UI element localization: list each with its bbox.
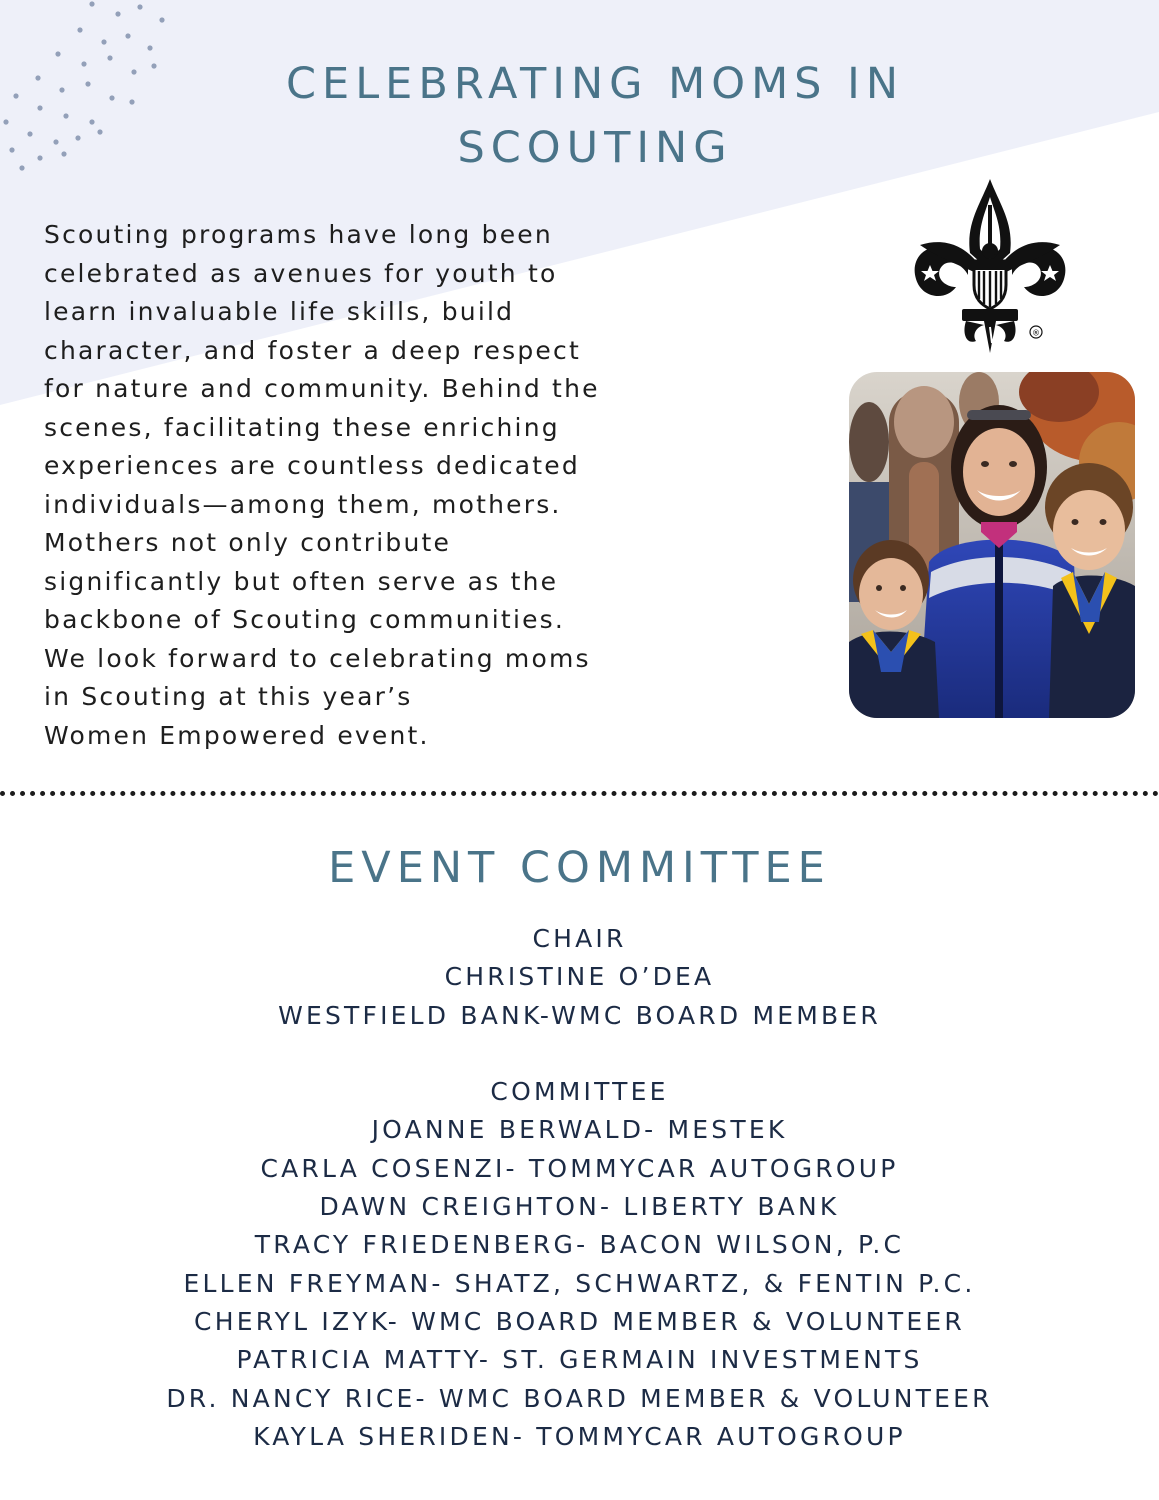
intro-line: learn invaluable life skills, build: [44, 297, 515, 326]
dotted-divider: [0, 791, 1159, 796]
intro-line: individuals—among them, mothers.: [44, 489, 562, 519]
committee-member: DAWN CREIGHTON- LIBERTY BANK: [319, 1192, 840, 1222]
intro-paragraph: [44, 216, 844, 755]
chair-name: CHRISTINE O’DEA: [444, 962, 715, 992]
spacer: [0, 1035, 1159, 1073]
intro-line: Mothers not only contribute: [44, 528, 452, 557]
intro-line: backbone of Scouting communities.: [44, 605, 566, 634]
committee-member: PATRICIA MATTY- ST. GERMAIN INVESTMENTS: [236, 1345, 923, 1375]
page-title-line-1: CELEBRATING MOMS IN: [286, 59, 904, 109]
mother-and-sons-photo: [849, 372, 1135, 718]
committee-member: DR. NANCY RICE- WMC BOARD MEMBER & VOLUNTEER: [166, 1383, 993, 1413]
registered-mark: ®: [1032, 328, 1040, 338]
committee-member: JOANNE BERWALD- MESTEK: [371, 1115, 788, 1145]
page-title: [150, 52, 1040, 180]
page-title-line-2: SCOUTING: [457, 123, 733, 173]
committee-list: [0, 920, 1159, 1456]
committee-member: CHERYL IZYK- WMC BOARD MEMBER & VOLUNTEER: [194, 1306, 965, 1336]
intro-line: scenes, facilitating these enriching: [44, 412, 560, 442]
committee-title: EVENT COMMITTEE: [328, 843, 831, 893]
intro-line: celebrated as avenues for youth to: [44, 258, 558, 288]
intro-line: significantly but often serve as the: [44, 566, 559, 596]
intro-line: in Scouting at this year’s: [44, 682, 413, 711]
chair-heading: CHAIR: [532, 924, 627, 953]
committee-member: KAYLA SHERIDEN- TOMMYCAR AUTOGROUP: [253, 1421, 906, 1451]
intro-line: experiences are countless dedicated: [44, 451, 580, 480]
intro-line: Women Empowered event.: [44, 720, 430, 750]
committee-member: CARLA COSENZI- TOMMYCAR AUTOGROUP: [260, 1153, 899, 1183]
intro-line: character, and foster a deep respect: [44, 335, 581, 365]
committee-member: ELLEN FREYMAN- SHATZ, SCHWARTZ, & FENTIN P.C.: [183, 1268, 976, 1298]
intro-line: for nature and community. Behind the: [44, 374, 600, 403]
fleur-de-lis-eagle-icon: [906, 175, 1076, 357]
intro-line: Scouting programs have long been: [44, 220, 553, 249]
members-heading: COMMITTEE: [490, 1077, 669, 1107]
intro-line: We look forward to celebrating moms: [44, 643, 591, 673]
chair-affiliation: WESTFIELD BANK-WMC BOARD MEMBER: [278, 1000, 881, 1030]
committee-member: TRACY FRIEDENBERG- BACON WILSON, P.C: [254, 1230, 905, 1260]
